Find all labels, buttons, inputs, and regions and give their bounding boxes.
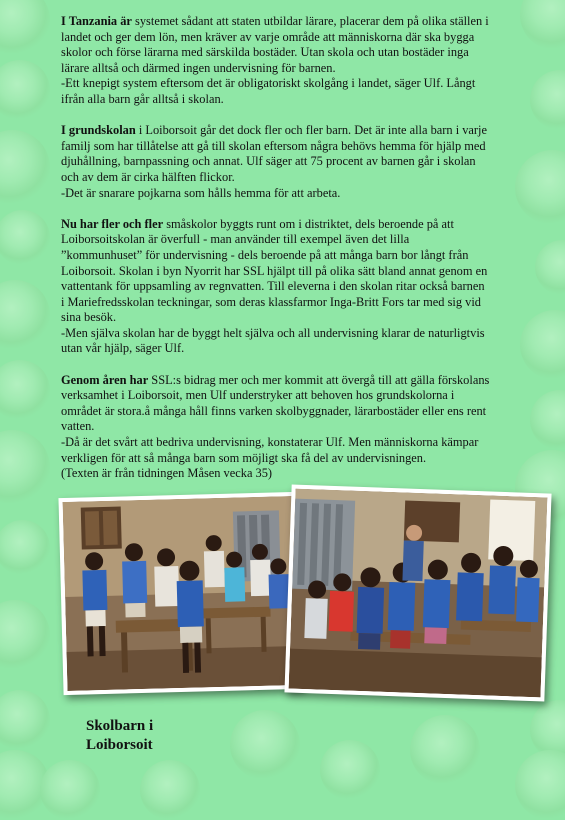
paragraph-genom-aren (61, 373, 531, 467)
text-line: -Men själva skolan har de byggt helt själva och all undervisning klarar de naturligtvis (61, 325, 485, 340)
paragraph-grundskolan (61, 123, 531, 201)
text-line: ”kommunhuset” för undervisning - dels beroende på att många barn bor långt från (61, 247, 469, 262)
text-line: och av dem är cirka hälften flickor. (61, 169, 235, 184)
text-line: djuhållning, barnpassning och annat. Ulf säger att 75 procent av barnen går i skolan (61, 154, 476, 169)
text-line: skolor och förse lärarna med särskilda bostäder. Utan skola och utan bostäder inga (61, 45, 469, 60)
caption-line: Loiborsoit (86, 737, 153, 753)
text-line: vatten. (61, 419, 95, 434)
paragraph-smaskolor (61, 217, 531, 357)
text-line: systemet sådant att staten utbildar lärare, placerar dem på olika ställen i (131, 14, 489, 28)
classroom-scene-left (63, 496, 298, 691)
classroom-photo-left (58, 492, 301, 695)
text-line: -Det är snarare pojkarna som hålls hemma för att arbeta. (61, 185, 341, 200)
paragraph-tanzania (61, 14, 531, 108)
text-line: -Ett knepigt system eftersom det är obligatoriskt skolgång i landet, säger Ulf. Långt (61, 76, 476, 91)
paragraph-lead: Nu har fler och fler (61, 216, 164, 231)
caption-line: Skolbarn i (86, 718, 154, 734)
text-line: i Mariefredsskolan teckningar, som deras klassfarmor Inga-Britt Fors tar med sig vid (61, 294, 481, 309)
article-body (61, 14, 531, 482)
paragraph-lead: Genom åren har (61, 372, 149, 387)
paragraph-lead: I Tanzania är (61, 14, 132, 28)
text-line: verkligen för att så många barn som möjligt ska få del av undervisningen. (61, 450, 427, 465)
text-line: området är stora.å många håll finns varken skolbyggnader, lärarbostäder eller ens rent (61, 403, 487, 418)
text-line: ifrån alla barn går alltså i skolan. (61, 91, 224, 106)
text-line: -Då är det svårt att bedriva undervisning, konstaterar Ulf. Men människorna kämpar (61, 435, 479, 450)
source-note: (Texten är från tidningen Måsen vecka 35) (61, 466, 273, 481)
text-line: familj som har tillåtelse att gå till skolan eftersom några behövs hemma för hjälp med (61, 138, 486, 153)
text-line: småskolor byggts runt om i distriktet, dels beroende på att (163, 216, 454, 231)
text-line: landet och ger dem lön, men kräver av varje område att människorna där ska bygga (61, 29, 475, 44)
text-line: utan vår hjälp, säger Ulf. (61, 341, 185, 356)
classroom-scene-right (289, 489, 548, 698)
text-line: sina besök. (61, 310, 117, 325)
text-line: Loiborsoitskolan är överfull - man använder till exempel även det lilla (61, 232, 410, 247)
text-line: vattentank för uppsamling av regnvatten. Till eleverna i den skolan ritar också barnen (61, 279, 485, 294)
text-line: lärare alltså och därmed ingen undervisning för barnen. (61, 60, 336, 75)
text-line: verksamhet i Loiborsoit, men Ulf understryker att behoven hos grundskolorna i (61, 388, 455, 403)
text-line: Loiborsoit. Skolan i byn Nyorrit har SSL hjälpt till på olika sätt bland annat genom en (61, 263, 488, 278)
text-line: SSL:s bidrag mer och mer kommit att övergå till att gälla förskolans (148, 372, 490, 387)
paragraph-lead: I grundskolan (61, 123, 136, 138)
text-line: i Loiborsoit går det dock fler och fler barn. Det är inte alla barn i varje (135, 123, 488, 138)
classroom-photo-right (284, 485, 551, 702)
photo-caption (86, 717, 153, 755)
